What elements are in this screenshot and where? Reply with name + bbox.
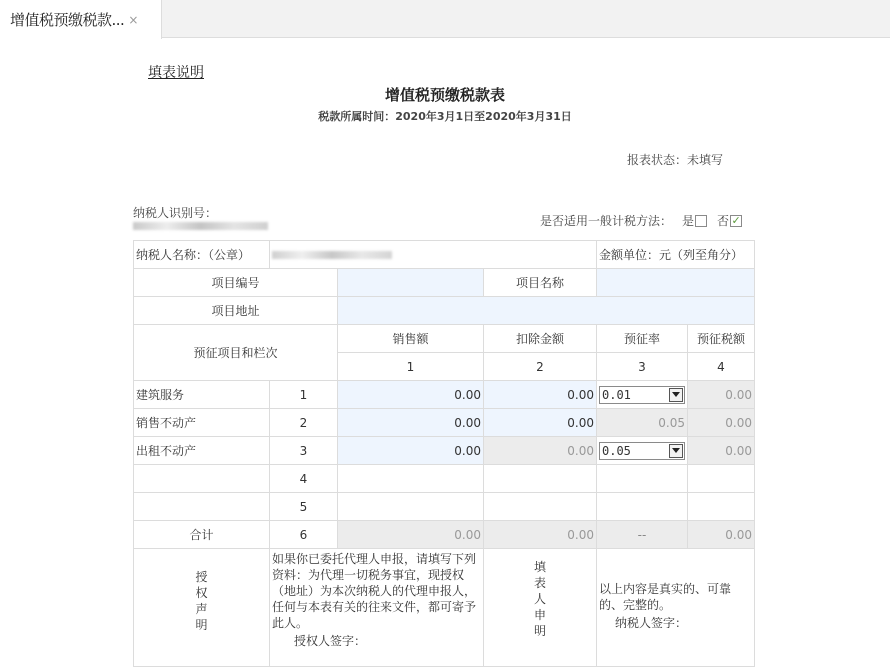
rate-select-value: 0.05 xyxy=(602,443,631,458)
row-item-name xyxy=(134,493,270,521)
authorization-label xyxy=(134,549,270,667)
project-no-input[interactable] xyxy=(338,269,484,297)
auth-char: 权 xyxy=(195,586,208,600)
filler-declaration xyxy=(597,549,755,667)
col-number: 3 xyxy=(597,353,688,381)
sales-input[interactable]: 0.00 xyxy=(338,437,484,465)
row-number: 5 xyxy=(270,493,338,521)
project-name-label: 项目名称 xyxy=(484,269,597,297)
total-label: 合计 xyxy=(134,521,270,549)
row-number: 3 xyxy=(270,437,338,465)
deduction-empty xyxy=(484,465,597,493)
row-item-name: 出租不动产 xyxy=(134,437,270,465)
filler-declaration-label xyxy=(484,549,597,667)
project-address-input[interactable] xyxy=(338,297,755,325)
rate-select-cell xyxy=(597,437,688,465)
row-number: 2 xyxy=(270,409,338,437)
tax-period: 税款所属时间：2020年3月1日至2020年3月31日 xyxy=(318,110,572,123)
rate-select[interactable] xyxy=(599,442,685,460)
authorization-text: 如果你已委托代理人申报，请填写下列资料：为代理一切税务事宜，现授权（地址）为本次纳税人的代理申报人，任何与本表有关的往来文件，都可寄予此人。 xyxy=(272,552,477,630)
tax-output: 0.00 xyxy=(688,437,755,465)
sales-empty xyxy=(338,493,484,521)
rate-select-value: 0.01 xyxy=(602,387,631,402)
form-title: 增值税预缴税款表 xyxy=(384,86,505,104)
sales-empty xyxy=(338,465,484,493)
taxpayer-name-value xyxy=(270,241,597,269)
deduction-output: 0.00 xyxy=(484,437,597,465)
table-row xyxy=(134,437,755,465)
rate-output: 0.05 xyxy=(597,409,688,437)
tax-empty xyxy=(688,493,755,521)
col-number: 1 xyxy=(338,353,484,381)
total-rate: -- xyxy=(597,521,688,549)
row-item-name: 建筑服务 xyxy=(134,381,270,409)
method-no-checkbox[interactable]: ✓ xyxy=(731,213,741,227)
rate-select-cell xyxy=(597,381,688,409)
report-status: 报表状态：未填写 xyxy=(627,153,724,167)
filler-sign-label: 纳税人签字： xyxy=(615,616,688,630)
rate-empty xyxy=(597,465,688,493)
table-row xyxy=(134,381,755,409)
tab-bar xyxy=(0,0,890,38)
col-rate-header: 预征率 xyxy=(597,325,688,353)
project-name-input[interactable] xyxy=(597,269,755,297)
rate-empty xyxy=(597,493,688,521)
table-row xyxy=(134,493,755,521)
col-deduction-header: 扣除金额 xyxy=(484,325,597,353)
row-number: 6 xyxy=(270,521,338,549)
total-deduction: 0.00 xyxy=(484,521,597,549)
method-option-no xyxy=(717,212,742,229)
close-icon[interactable]: × xyxy=(128,12,139,27)
method-option-yes xyxy=(682,212,707,229)
total-sales: 0.00 xyxy=(338,521,484,549)
tax-output: 0.00 xyxy=(688,409,755,437)
total-row xyxy=(134,521,755,549)
row-item-name: 销售不动产 xyxy=(134,409,270,437)
auth-char: 声 xyxy=(195,602,208,616)
amount-unit: 金额单位：元（列至角分） xyxy=(597,241,755,269)
sales-input[interactable]: 0.00 xyxy=(338,381,484,409)
dropdown-arrow-icon[interactable] xyxy=(669,388,683,402)
method-no-label: 否 xyxy=(717,214,730,228)
auth-char: 授 xyxy=(195,570,208,584)
filler-char: 人 xyxy=(533,592,546,606)
row-number: 1 xyxy=(270,381,338,409)
col-tax-header: 预征税额 xyxy=(688,325,755,353)
rate-select[interactable] xyxy=(599,386,685,404)
auth-char: 明 xyxy=(195,618,208,632)
col-number: 2 xyxy=(484,353,597,381)
dropdown-arrow-icon[interactable] xyxy=(669,444,683,458)
project-no-label: 项目编号 xyxy=(134,269,338,297)
general-method-label: 是否适用一般计税方法： xyxy=(540,214,673,228)
deduction-empty xyxy=(484,493,597,521)
deduction-input[interactable]: 0.00 xyxy=(484,381,597,409)
row-number: 4 xyxy=(270,465,338,493)
prepayment-table xyxy=(133,240,755,667)
deduction-input[interactable]: 0.00 xyxy=(484,409,597,437)
taxpayer-id-value-redacted xyxy=(133,222,268,230)
table-row xyxy=(134,409,755,437)
instructions-link[interactable]: 填表说明 xyxy=(148,65,204,81)
filler-char: 申 xyxy=(533,608,546,622)
method-yes-label: 是 xyxy=(682,214,695,228)
filler-char: 明 xyxy=(533,624,546,638)
tax-empty xyxy=(688,465,755,493)
total-tax: 0.00 xyxy=(688,521,755,549)
taxpayer-name-label: 纳税人名称：（公章） xyxy=(134,241,270,269)
authorization-sign-label: 授权人签字： xyxy=(294,634,367,648)
col-sales-header: 销售额 xyxy=(338,325,484,353)
filler-char: 填 xyxy=(533,560,546,574)
prepaid-items-label: 预征项目和栏次 xyxy=(134,325,338,381)
row-item-name xyxy=(134,465,270,493)
method-yes-checkbox[interactable] xyxy=(695,215,707,227)
taxpayer-name-redacted xyxy=(272,251,392,259)
tax-output: 0.00 xyxy=(688,381,755,409)
sales-input[interactable]: 0.00 xyxy=(338,409,484,437)
col-number: 4 xyxy=(688,353,755,381)
filler-char: 表 xyxy=(533,576,546,590)
authorization-statement xyxy=(270,549,484,667)
filler-text: 以上内容是真实的、可靠的、完整的。 xyxy=(599,582,732,612)
project-address-label: 项目地址 xyxy=(134,297,338,325)
tab-title: 增值税预缴税款... xyxy=(10,11,125,29)
tab-vat-prepayment[interactable] xyxy=(0,0,162,39)
general-method-question xyxy=(540,212,742,229)
taxpayer-id-label: 纳税人识别号： xyxy=(133,206,218,220)
table-row xyxy=(134,465,755,493)
